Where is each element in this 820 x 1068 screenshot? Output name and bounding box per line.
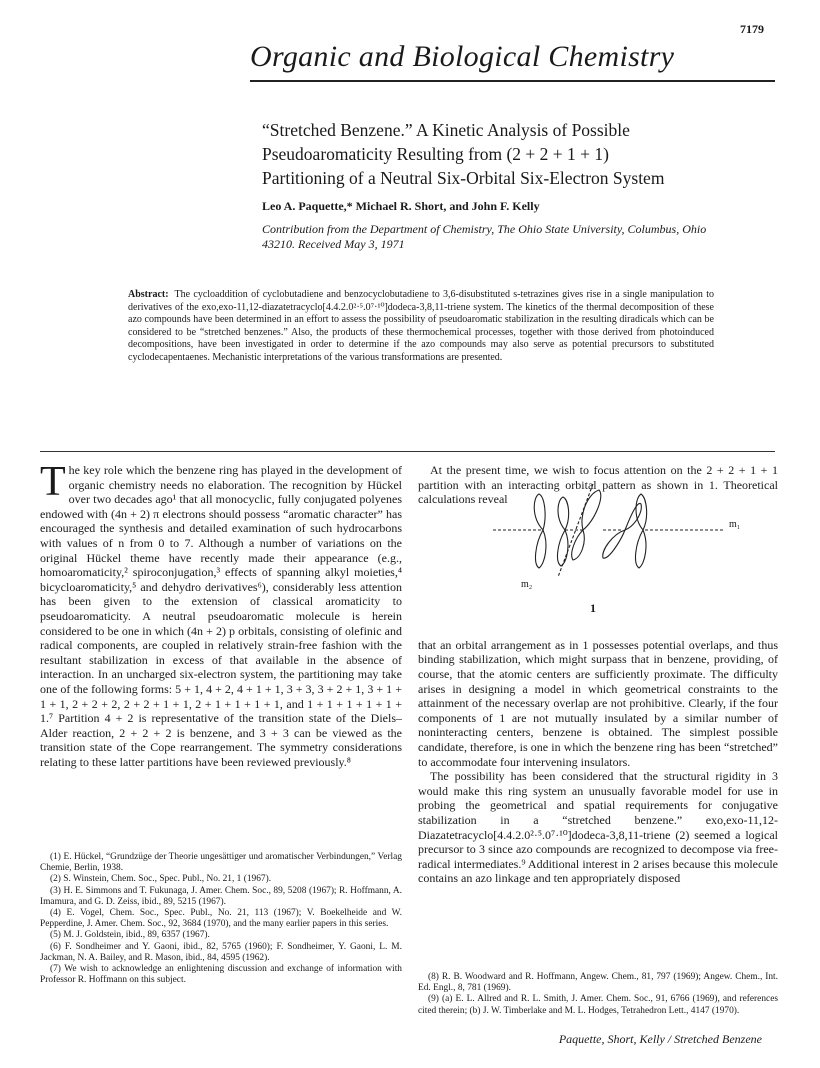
paragraph-orbital-arrangement: that an orbital arrangement as in 1 possesses potential overlaps, and thus binding stabilization, which might surpass that in benzene, providing, of course, that the atomic centers are sufficiently proximate. The difficulty arises in designing a model in which geometrical constraints to the attainment of the necessary overlap are not prohibitive. Clearly, if the four components of 1 are not mutually insulated by a similar number of noninteracting centers, benzene is obtained. The simplest possible candidate, therefore, is one in which the benzene ring has been “stretched” to accommodate four intervening insulators. — [418, 637, 778, 769]
running-footer: Paquette, Short, Kelly / Stretched Benzene — [558, 1032, 762, 1046]
body-text-left: he key role which the benzene ring has played in the development of organic chemistry needs no elaboration. The recognition by Hückel over two decades ago¹ that all monocyclic, fully conjugated polyenes endowed with (4n + 2) π electrons should possess “aromatic character” has encouraged the synthesis and detailed examination of such hydrocarbons with values of n from 0 to 7. Although a number of variations on the original Hückel theme have recently made their appearance (e.g., homoaromaticity,² spiroconjugation,³ effects of spanning alkyl moieties,⁴ bicycloaromaticity,⁵ and dehydro derivatives⁶), considerably less attention has been given to the extension of classical aromaticity to pseudoaromaticity. A neutral pseudoaromatic molecule is herein considered to be one in which (4n + 2) p orbitals, consisting of olefinic and radical components, are coupled in relatively strain-free fashion with the resultant stabilization in excess of that available in the absence of interaction. In an uncharged six-electron system, the partitioning may take one of the following forms: 5 + 1, 4 + 2, 4 + 1 + 1, 3 + 3, 3 + 2 + 1, 3 + 1 + 1 + 1, 2 + 2 + 2, 2 + 2 + 1 + 1, 2 + 1 + 1 + 1 + 1, and 1 + 1 + 1 + 1 + 1 + 1.⁷ Partition 4 + 2 is representative of the transition state of the Diels–Alder reaction, 2 + 2 + 2 is benzene, and 3 + 3 can be viewed as the transition state of the Cope rearrangement. The symmetry considerations relating to these latter partitions have been reviewed previously.⁸ — [40, 463, 402, 769]
affiliation: Contribution from the Department of Chemistry, The Ohio State University, Columbus, Ohio 43210. Received May 3, 1971 — [262, 222, 707, 251]
title-line-1: “Stretched Benzene.” A Kinetic Analysis of Possible — [262, 120, 630, 140]
abstract-label: Abstract: — [128, 289, 169, 300]
footnote-7: (7) We wish to acknowledge an enlightening discussion and exchange of information with Professor R. Hoffmann on this subject. — [40, 964, 402, 986]
footnote-9: (9) (a) E. L. Allred and R. L. Smith, J. Amer. Chem. Soc., 91, 6766 (1969), and references cited therein; (b) J. W. Timberlake and M. L. Hodges, Tetrahedron Lett., 4147 (1970). — [418, 994, 778, 1016]
orbital-lobe-3-bottom — [572, 530, 585, 560]
header-rule — [250, 80, 775, 82]
footnote-1: (1) E. Hückel, “Grundzüge der Theorie ungesättiger und aromatischer Verbindungen,” Verlag Chemie, Berlin, 1938. — [40, 852, 402, 874]
paragraph-structural-rigidity: The possibility has been considered that the structural rigidity in 3 would make this ring system an unusually favorable model for use in probing the geometrical and spatial requirements for conjugative stabilization in a “stretched benzene.” exo,exo-11,12-Diazatetracyclo[4.4.2.0²·⁵.0⁷·¹⁰]dodeca-3,8,11-triene (2) seemed a logical precursor to 3 since azo compounds are recognized to decompose via free-radical intermediates.⁹ Additional interest in 2 arises because this molecule contains an azo linkage and ten appropriately disposed — [418, 769, 778, 886]
drop-cap: T — [40, 459, 66, 505]
page-number: 7179 — [740, 22, 764, 36]
orbital-lobe-5-bottom — [636, 530, 646, 568]
footnote-3: (3) H. E. Simmons and T. Fukunaga, J. Amer. Chem. Soc., 89, 5208 (1967); R. Hoffmann, A. Imamura, and G. D. Zeiss, ibid., 89, 5215 (1967). — [40, 885, 402, 907]
orbital-lobe-5-top — [636, 494, 647, 530]
paragraph-intro: At the present time, we wish to focus attention on the 2 + 2 + 1 + 1 partition with an interacting orbital pattern as shown in 1. Theoretical calculations reveal — [418, 463, 778, 507]
figure-label-m1: m₁ — [729, 519, 741, 530]
orbital-diagram — [483, 482, 733, 612]
orbital-lobe-2-top — [558, 497, 569, 530]
orbital-lobe-2-bottom — [558, 530, 568, 566]
footnotes-left — [40, 852, 402, 986]
footnotes-right — [418, 972, 778, 1017]
abstract-divider — [40, 451, 775, 452]
orbital-lobe-1-top — [534, 494, 545, 530]
orbital-lobe-4-bottom — [603, 530, 625, 558]
orbital-lobe-1-bottom — [536, 530, 546, 568]
orbital-lobe-4-top — [625, 503, 641, 530]
article-title — [262, 118, 732, 190]
abstract-text: The cycloaddition of cyclobutadiene and benzocyclobutadiene to 3,6-disubstituted s-tetrazines gives rise in a single manipulation to derivatives of the exo,exo-11,12-diazatetracyclo[4.4.2.0²·⁵.0⁷·¹⁰]dodeca-3,8,11-triene system. The kinetics of the thermal decomposition of these azo compounds have been determined in an effort to assess the possibility of pseudoaromatic stabilization in the resulting diradicals which can be considered to be “stretched benzenes.” Also, the products of these thermochemical processes, together with those derived from photoinduced decompositions, have been investigated in order to determine if the azo compounds may also serve as potential precursors to substituted cyclodecapentaenes. Mechanistic interpretations of the various transformations are presented. — [128, 289, 714, 363]
authors: Leo A. Paquette,* Michael R. Short, and John F. Kelly — [262, 199, 540, 213]
footnote-5: (5) M. J. Goldstein, ibid., 89, 6357 (1967). — [50, 930, 210, 941]
footnote-6: (6) F. Sondheimer and Y. Gaoni, ibid., 82, 5765 (1960); F. Sondheimer, Y. Gaoni, L. M. Jackman, N. A. Bailey, and R. Mason, ibid., 84, 4595 (1962). — [40, 941, 402, 963]
footnote-2: (2) S. Winstein, Chem. Soc., Spec. Publ., No. 21, 1 (1967). — [50, 874, 272, 885]
title-line-3: Partitioning of a Neutral Six-Orbital Six-Electron System — [262, 168, 665, 188]
footnote-4: (4) E. Vogel, Chem. Soc., Spec. Publ., No. 21, 113 (1967); V. Boekelheide and W. Pepperdine, J. Amer. Chem. Soc., 92, 3684 (1970), and the many earlier papers in this series. — [40, 908, 402, 930]
figure-number: 1 — [590, 601, 596, 615]
abstract — [128, 289, 714, 364]
orbital-lobe-3-top — [582, 490, 601, 530]
body-column-left — [40, 459, 402, 769]
figure-label-m2: m₂ — [521, 579, 533, 590]
title-line-2: Pseudoaromaticity Resulting from (2 + 2 + 1 + 1) — [262, 144, 609, 164]
footnote-8: (8) R. B. Woodward and R. Hoffmann, Angew. Chem., 81, 797 (1969); Angew. Chem., Int. Ed. Engl., 8, 781 (1969). — [418, 972, 778, 994]
journal-section-title: Organic and Biological Chemistry — [250, 40, 675, 73]
